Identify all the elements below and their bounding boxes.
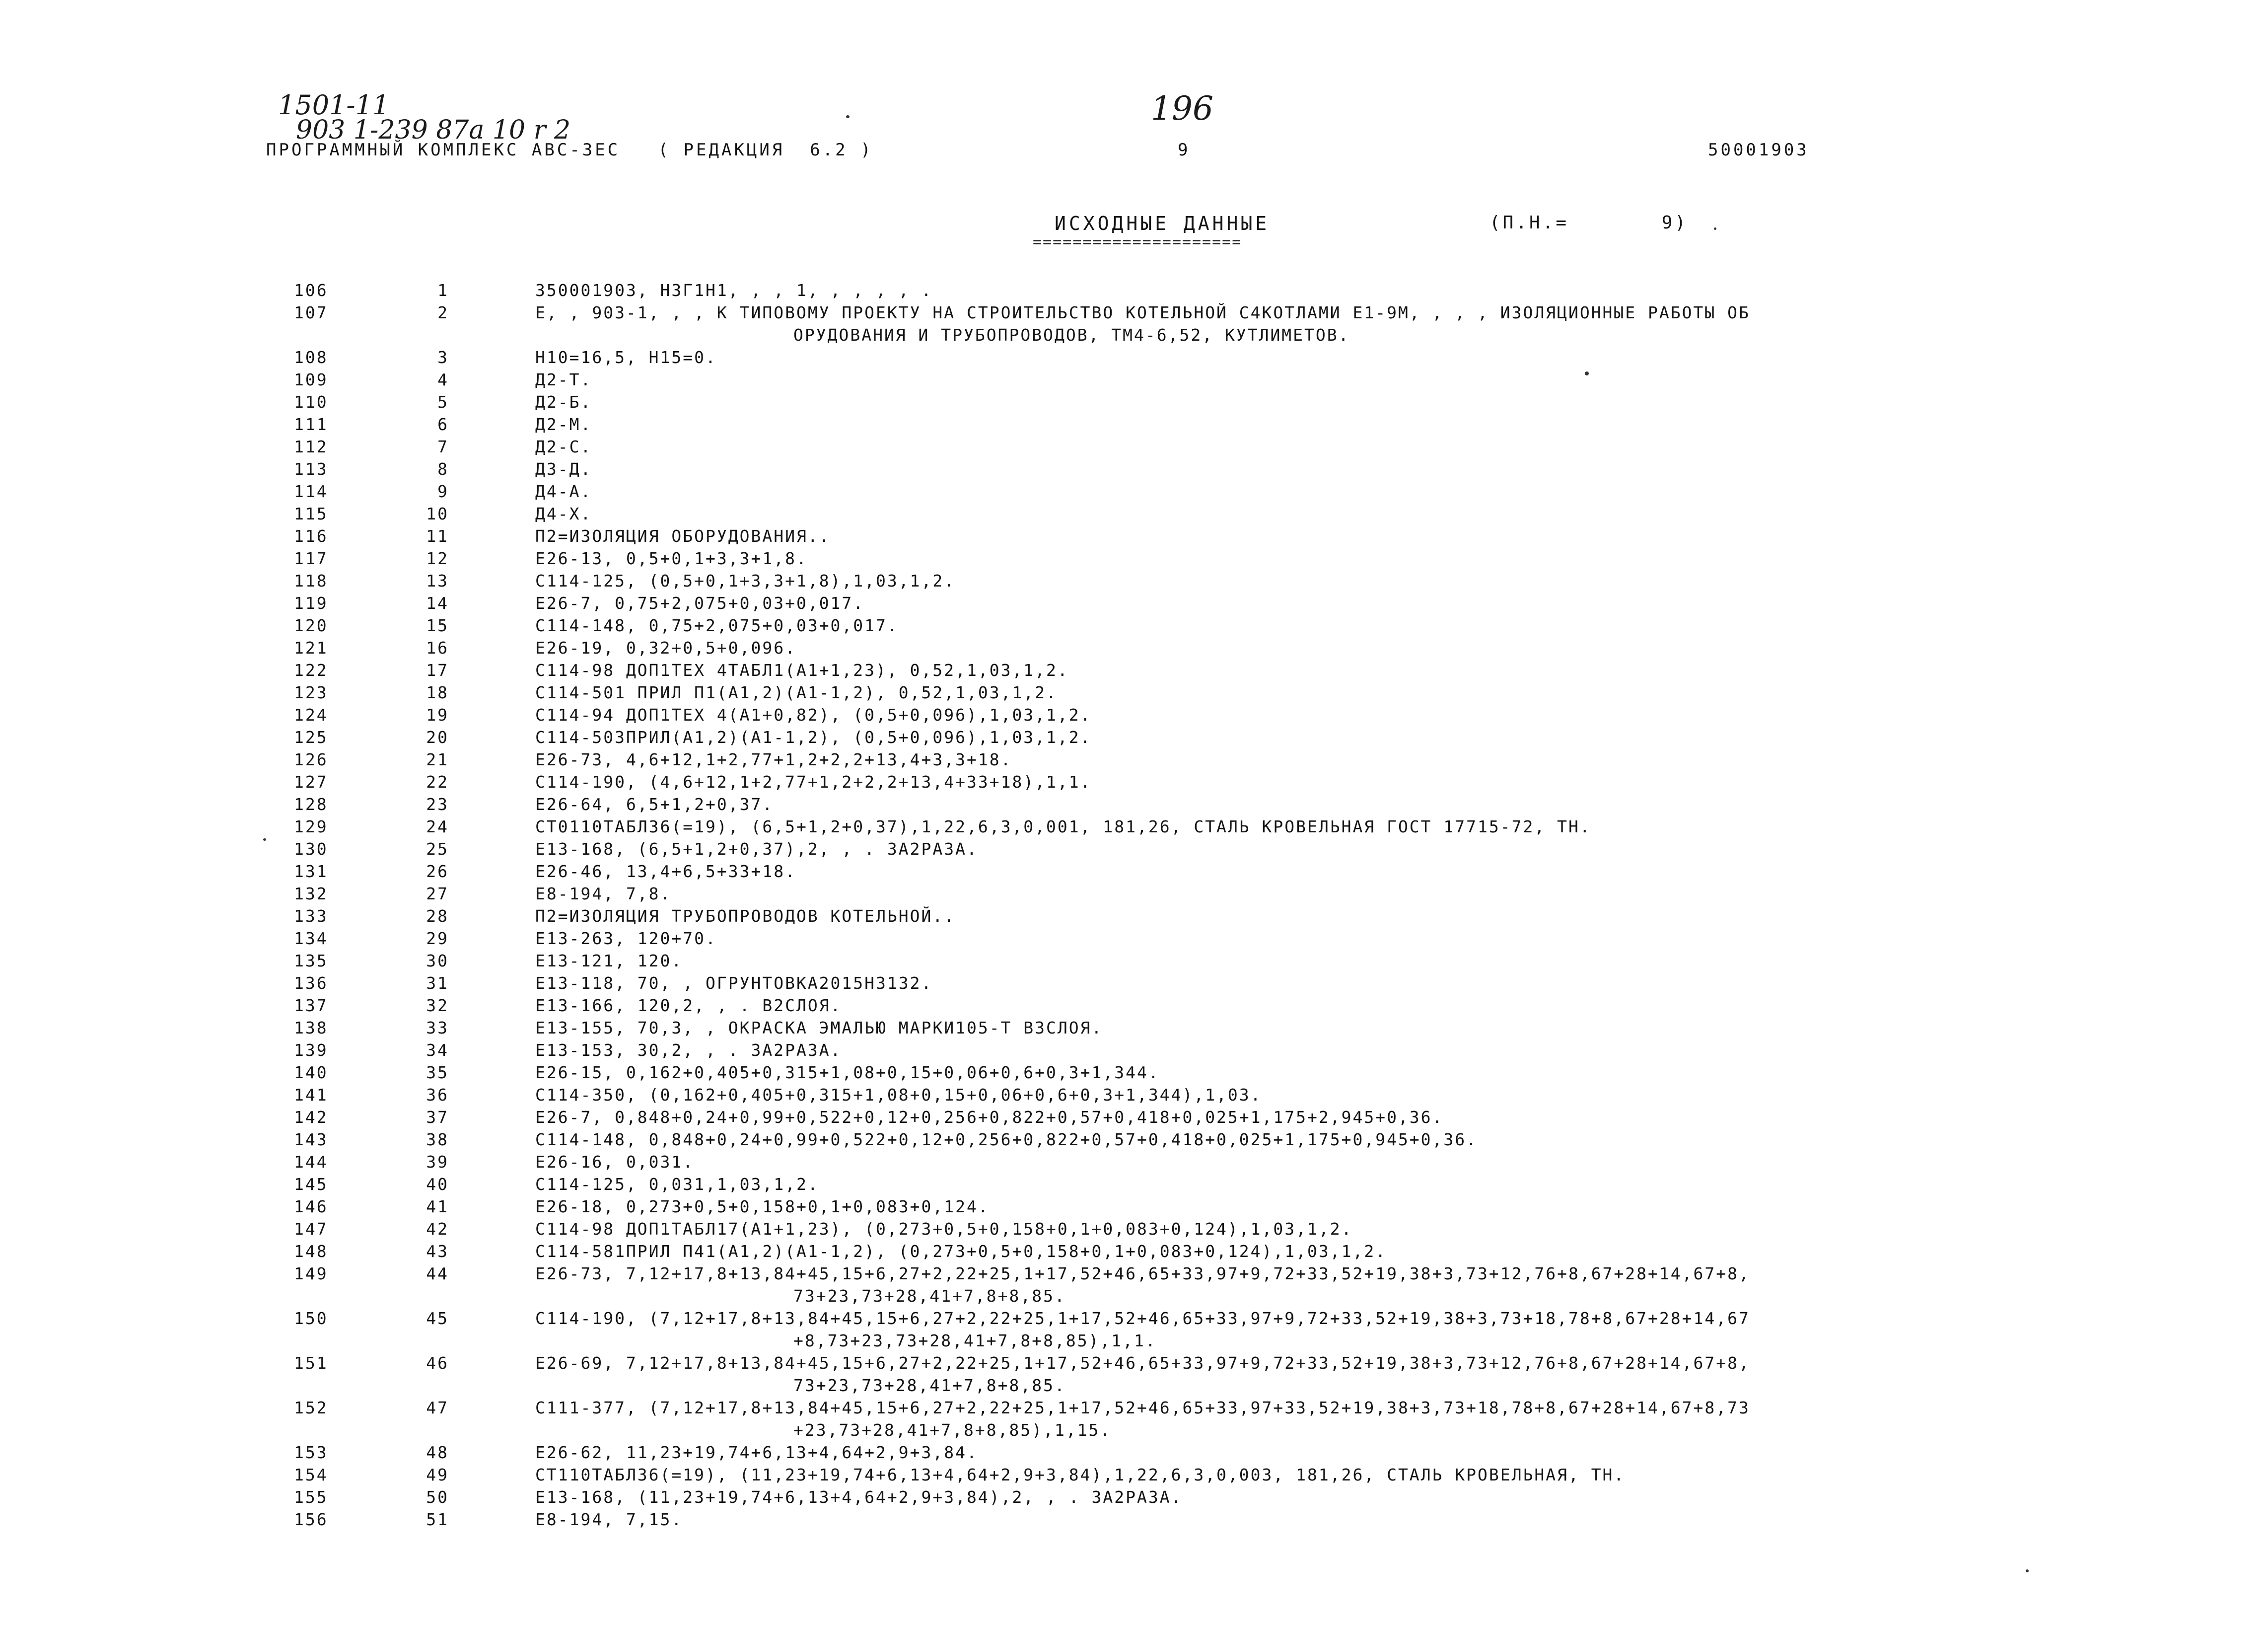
table-row	[0, 704, 2268, 726]
scan-speck	[1714, 227, 1716, 230]
record-text-line: Е26-73, 4,6+12,1+2,77+1,2+2,2+13,4+3,3+18.	[535, 750, 1012, 769]
record-text	[535, 480, 592, 503]
line-number: 144	[294, 1152, 328, 1172]
record-number: 47	[426, 1398, 449, 1417]
record-number: 27	[426, 884, 449, 903]
record-text	[535, 279, 932, 301]
table-row	[0, 793, 2268, 815]
handwritten-note: 1501-11	[278, 89, 390, 121]
table-row	[0, 503, 2268, 525]
record-text	[535, 927, 717, 950]
line-number: 134	[294, 929, 328, 948]
record-number: 32	[426, 996, 449, 1015]
line-number: 152	[294, 1398, 328, 1417]
record-text-line: С114-148, 0,75+2,075+0,03+0,017.	[535, 616, 899, 635]
line-number: 155	[294, 1487, 328, 1507]
line-number: 149	[294, 1264, 328, 1283]
record-text	[535, 860, 796, 883]
line-number: 141	[294, 1085, 328, 1105]
document-number: 50001903	[1708, 140, 1809, 160]
record-number: 41	[426, 1197, 449, 1216]
record-text	[535, 1240, 1387, 1262]
line-number: 126	[294, 750, 328, 769]
record-text-line: С114-501 ПРИЛ П1(А1,2)(А1-1,2), 0,52,1,03,1,2.	[535, 683, 1058, 702]
record-number: 19	[426, 705, 449, 725]
record-text	[535, 637, 796, 659]
record-text-line: П2=ИЗОЛЯЦИЯ ОБОРУДОВАНИЯ..	[535, 526, 831, 546]
page-number: 9	[1178, 140, 1191, 160]
table-row	[0, 1084, 2268, 1106]
record-number: 26	[426, 862, 449, 881]
record-text	[535, 570, 955, 592]
record-text-line: СТ0110ТАБЛ36(=19), (6,5+1,2+0,37),1,22,6,3,0,001, 181,26, СТАЛЬ КРОВЕЛЬНАЯ ГОСТ 17715-72, ТН.	[535, 817, 1591, 836]
table-row	[0, 681, 2268, 704]
line-number: 143	[294, 1130, 328, 1149]
record-number: 46	[426, 1353, 449, 1373]
record-text	[535, 458, 592, 480]
line-number: 115	[294, 504, 328, 523]
scan-speck	[1585, 371, 1589, 375]
table-row	[0, 726, 2268, 748]
table-row	[0, 346, 2268, 369]
line-number: 110	[294, 392, 328, 412]
line-number: 139	[294, 1040, 328, 1060]
record-text-line: Е26-62, 11,23+19,74+6,13+4,64+2,9+3,84.	[535, 1443, 978, 1462]
table-row	[0, 748, 2268, 771]
table-row	[0, 279, 2268, 301]
record-number: 9	[437, 482, 449, 501]
record-number: 13	[426, 571, 449, 591]
table-row	[0, 1106, 2268, 1128]
table-row	[0, 547, 2268, 570]
record-text-line: С114-94 ДОП1ТЕХ 4(А1+0,82), (0,5+0,096),1,03,1,2.	[535, 705, 1092, 725]
record-text-line: Д2-Т.	[535, 370, 592, 389]
record-text-line: 350001903, НЗГ1Н1, , , 1, , , , , .	[535, 281, 933, 300]
record-text-line: Е8-194, 7,8.	[535, 884, 672, 903]
record-text	[535, 815, 1591, 838]
record-text	[535, 301, 2025, 346]
record-text-line: С111-377, (7,12+17,8+13,84+45,15+6,27+2,22+25,1+17,52+46,65+33,97+33,52+19,38+3,73+18,78+8,67+28+14,67+8,73	[535, 1398, 1750, 1417]
record-number: 28	[426, 906, 449, 926]
table-row	[0, 905, 2268, 927]
line-number: 136	[294, 973, 328, 993]
record-number: 50	[426, 1487, 449, 1507]
record-number: 40	[426, 1175, 449, 1194]
record-text	[535, 748, 1012, 771]
line-number: 132	[294, 884, 328, 903]
table-row	[0, 525, 2268, 547]
record-text	[535, 1307, 2025, 1352]
record-text	[535, 592, 864, 614]
line-number: 116	[294, 526, 328, 546]
record-number: 33	[426, 1018, 449, 1037]
data-listing	[0, 279, 2268, 1531]
line-number: 108	[294, 348, 328, 367]
line-number: 124	[294, 705, 328, 725]
record-number: 49	[426, 1465, 449, 1484]
table-row	[0, 1128, 2268, 1151]
record-text	[535, 1151, 694, 1173]
handwritten-page-mark: 196	[1151, 89, 1213, 128]
table-row	[0, 950, 2268, 972]
record-text-line: С114-190, (4,6+12,1+2,77+1,2+2,2+13,4+33+18),1,1.	[535, 772, 1092, 792]
record-text-line: С114-98 ДОП1ТЕХ 4ТАБЛ1(А1+1,23), 0,52,1,03,1,2.	[535, 661, 1069, 680]
line-number: 135	[294, 951, 328, 970]
table-row	[0, 883, 2268, 905]
record-text-line: С114-148, 0,848+0,24+0,99+0,522+0,12+0,256+0,822+0,57+0,418+0,025+1,175+0,945+0,36.	[535, 1130, 1478, 1149]
line-number: 153	[294, 1443, 328, 1462]
record-number: 4	[437, 370, 449, 389]
line-number: 114	[294, 482, 328, 501]
table-row	[0, 1397, 2268, 1441]
record-text	[535, 726, 1092, 748]
table-row	[0, 1017, 2268, 1039]
record-text	[535, 614, 899, 637]
record-number: 22	[426, 772, 449, 792]
table-row	[0, 1464, 2268, 1486]
table-row	[0, 1486, 2268, 1508]
line-number: 130	[294, 839, 328, 859]
table-row	[0, 1307, 2268, 1352]
record-text-line: Е26-64, 6,5+1,2+0,37.	[535, 795, 774, 814]
record-text	[535, 1106, 1443, 1128]
record-number: 35	[426, 1063, 449, 1082]
record-text-line: Е13-155, 70,3, , ОКРАСКА ЭМАЛЬЮ МАРКИ105-Т ВЗСЛОЯ.	[535, 1018, 1103, 1037]
record-number: 14	[426, 593, 449, 613]
record-number: 3	[437, 348, 449, 367]
record-text	[535, 1195, 990, 1218]
record-text-line: СТ110ТАБЛ36(=19), (11,23+19,74+6,13+4,64+2,9+3,84),1,22,6,3,0,003, 181,26, СТАЛЬ КРОВЕЛЬНАЯ, ТН.	[535, 1465, 1626, 1484]
line-number: 111	[294, 415, 328, 434]
program-header: ПРОГРАММНЫЙ КОМПЛЕКС АВС-3ЕС ( РЕДАКЦИЯ 6.2 )	[266, 140, 873, 160]
record-text	[535, 413, 592, 436]
line-number: 154	[294, 1465, 328, 1484]
record-number: 37	[426, 1108, 449, 1127]
line-number: 123	[294, 683, 328, 702]
record-text-continuation: 73+23,73+28,41+7,8+8,85.	[793, 1376, 1066, 1395]
record-text	[535, 346, 717, 369]
line-number: 140	[294, 1063, 328, 1082]
record-text-line: Е26-16, 0,031.	[535, 1152, 695, 1172]
line-number: 120	[294, 616, 328, 635]
record-text	[535, 503, 592, 525]
section-pn: (П.Н.= 9)	[1489, 213, 1689, 233]
record-text	[535, 793, 774, 815]
line-number: 106	[294, 281, 328, 300]
line-number: 122	[294, 661, 328, 680]
record-number: 38	[426, 1130, 449, 1149]
record-text-line: Н10=16,5, Н15=0.	[535, 348, 717, 367]
record-text-line: Е13-121, 120.	[535, 951, 683, 970]
record-number: 17	[426, 661, 449, 680]
line-number: 127	[294, 772, 328, 792]
record-number: 34	[426, 1040, 449, 1060]
record-text-line: Е26-46, 13,4+6,5+33+18.	[535, 862, 796, 881]
record-text-line: Д2-С.	[535, 437, 592, 456]
line-number: 121	[294, 638, 328, 658]
table-row	[0, 301, 2268, 346]
record-number: 39	[426, 1152, 449, 1172]
section-title: ИСХОДНЫЕ ДАННЫЕ	[1055, 213, 1270, 234]
record-text-line: С114-581ПРИЛ П41(А1,2)(А1-1,2), (0,273+0,5+0,158+0,1+0,083+0,124),1,03,1,2.	[535, 1242, 1387, 1261]
record-text	[535, 436, 592, 458]
table-row	[0, 860, 2268, 883]
record-text	[535, 1397, 2025, 1441]
record-number: 48	[426, 1443, 449, 1462]
record-text-line: Е13-118, 70, , ОГРУНТОВКА2015Н3132.	[535, 973, 933, 993]
record-text-line: Д3-Д.	[535, 459, 592, 479]
record-number: 1	[437, 281, 449, 300]
record-text	[535, 883, 671, 905]
table-row	[0, 1173, 2268, 1195]
record-text-line: П2=ИЗОЛЯЦИЯ ТРУБОПРОВОДОВ КОТЕЛЬНОЙ..	[535, 906, 956, 926]
record-text	[535, 525, 831, 547]
line-number: 146	[294, 1197, 328, 1216]
record-text	[535, 547, 808, 570]
record-text-line: Е26-18, 0,273+0,5+0,158+0,1+0,083+0,124.	[535, 1197, 990, 1216]
record-text-line: Е13-168, (11,23+19,74+6,13+4,64+2,9+3,84),2, , . ЗА2РАЗА.	[535, 1487, 1183, 1507]
table-row	[0, 369, 2268, 391]
line-number: 118	[294, 571, 328, 591]
handwritten-reference: 903 1-239 87a 10 r 2	[296, 115, 571, 145]
record-text	[535, 1464, 1625, 1486]
record-number: 25	[426, 839, 449, 859]
record-text	[535, 994, 842, 1017]
record-text	[535, 1084, 1262, 1106]
record-text-line: С114-190, (7,12+17,8+13,84+45,15+6,27+2,22+25,1+17,52+46,65+33,97+9,72+33,52+19,38+3,73+18,78+8,67+28+14,67	[535, 1309, 1750, 1328]
record-text-line: Е26-7, 0,75+2,075+0,03+0,017.	[535, 593, 865, 613]
line-number: 107	[294, 303, 328, 322]
table-row	[0, 972, 2268, 994]
table-row	[0, 480, 2268, 503]
record-text-line: Е26-7, 0,848+0,24+0,99+0,522+0,12+0,256+0,822+0,57+0,418+0,025+1,175+2,945+0,36.	[535, 1108, 1444, 1127]
table-row	[0, 391, 2268, 413]
scan-speck	[2026, 1569, 2029, 1572]
table-row	[0, 570, 2268, 592]
table-row	[0, 1240, 2268, 1262]
record-text-continuation: +8,73+23,73+28,41+7,8+8,85),1,1.	[793, 1331, 1157, 1350]
record-number: 29	[426, 929, 449, 948]
record-number: 24	[426, 817, 449, 836]
record-text-line: Д4-А.	[535, 482, 592, 501]
record-text	[535, 950, 683, 972]
record-number: 10	[426, 504, 449, 523]
record-text-line: С114-125, 0,031,1,03,1,2.	[535, 1175, 819, 1194]
line-number: 119	[294, 593, 328, 613]
table-row	[0, 1352, 2268, 1397]
record-number: 18	[426, 683, 449, 702]
record-text-line: Е13-263, 120+70.	[535, 929, 717, 948]
record-number: 16	[426, 638, 449, 658]
record-number: 23	[426, 795, 449, 814]
line-number: 129	[294, 817, 328, 836]
record-text	[535, 1218, 1352, 1240]
record-text-line: Е13-166, 120,2, , . В2СЛОЯ.	[535, 996, 842, 1015]
table-row	[0, 1039, 2268, 1061]
record-text-continuation: ОРУДОВАНИЯ И ТРУБОПРОВОДОВ, ТМ4-6,52, КУТЛИМЕТОВ.	[793, 325, 1350, 345]
table-row	[0, 659, 2268, 681]
record-text-line: Д2-Б.	[535, 392, 592, 412]
record-number: 21	[426, 750, 449, 769]
record-number: 15	[426, 616, 449, 635]
line-number: 147	[294, 1219, 328, 1239]
record-text	[535, 838, 978, 860]
line-number: 112	[294, 437, 328, 456]
record-text	[535, 1061, 1160, 1084]
table-row	[0, 436, 2268, 458]
line-number: 133	[294, 906, 328, 926]
record-text	[535, 369, 592, 391]
record-text	[535, 972, 932, 994]
table-row	[0, 1441, 2268, 1464]
record-text-line: С114-98 ДОП1ТАБЛ17(А1+1,23), (0,273+0,5+0,158+0,1+0,083+0,124),1,03,1,2.	[535, 1219, 1353, 1239]
table-row	[0, 592, 2268, 614]
record-text-continuation: 73+23,73+28,41+7,8+8,85.	[793, 1286, 1066, 1306]
record-number: 43	[426, 1242, 449, 1261]
line-number: 156	[294, 1510, 328, 1529]
record-number: 6	[437, 415, 449, 434]
table-row	[0, 1262, 2268, 1307]
record-text	[535, 1017, 1103, 1039]
record-text-line: С114-125, (0,5+0,1+3,3+1,8),1,03,1,2.	[535, 571, 956, 591]
line-number: 117	[294, 549, 328, 568]
line-number: 151	[294, 1353, 328, 1373]
record-text	[535, 1352, 2025, 1397]
table-row	[0, 413, 2268, 436]
record-text	[535, 905, 955, 927]
line-number: 128	[294, 795, 328, 814]
table-row	[0, 815, 2268, 838]
record-text-line: С114-350, (0,162+0,405+0,315+1,08+0,15+0,06+0,6+0,3+1,344),1,03.	[535, 1085, 1262, 1105]
record-text-line: Е26-13, 0,5+0,1+3,3+1,8.	[535, 549, 808, 568]
table-row	[0, 614, 2268, 637]
table-row	[0, 838, 2268, 860]
record-number: 8	[437, 459, 449, 479]
record-number: 7	[437, 437, 449, 456]
record-text	[535, 659, 1069, 681]
record-number: 36	[426, 1085, 449, 1105]
record-text-line: Е8-194, 7,15.	[535, 1510, 683, 1529]
record-number: 2	[437, 303, 449, 322]
record-text-line: Е13-168, (6,5+1,2+0,37),2, , . ЗА2РАЗА.	[535, 839, 978, 859]
scan-speck	[263, 838, 266, 841]
line-number: 131	[294, 862, 328, 881]
record-text	[535, 1039, 842, 1061]
record-text	[535, 1173, 819, 1195]
table-row	[0, 771, 2268, 793]
record-number: 51	[426, 1510, 449, 1529]
table-row	[0, 1151, 2268, 1173]
record-text	[535, 1486, 1182, 1508]
record-text-line: Е26-19, 0,32+0,5+0,096.	[535, 638, 796, 658]
record-text-line: Е26-69, 7,12+17,8+13,84+45,15+6,27+2,22+25,1+17,52+46,65+33,97+9,72+33,52+19,38+3,73+12,76+8,67+28+14,67+8,	[535, 1353, 1750, 1373]
record-text-line: Е26-15, 0,162+0,405+0,315+1,08+0,15+0,06+0,6+0,3+1,344.	[535, 1063, 1160, 1082]
title-underline: =====================	[1033, 233, 1242, 251]
record-text-line: Е, , 903-1, , , К ТИПОВОМУ ПРОЕКТУ НА СТРОИТЕЛЬСТВО КОТЕЛЬНОЙ С4КОТЛАМИ Е1-9М, , , , ИЗОЛЯЦИОННЫЕ РАБОТЫ ОБ	[535, 303, 1750, 322]
record-text	[535, 704, 1092, 726]
scan-speck	[846, 115, 850, 118]
line-number: 145	[294, 1175, 328, 1194]
line-number: 109	[294, 370, 328, 389]
record-text	[535, 1128, 1478, 1151]
table-row	[0, 1508, 2268, 1531]
table-row	[0, 927, 2268, 950]
line-number: 148	[294, 1242, 328, 1261]
record-text	[535, 1441, 978, 1464]
record-number: 30	[426, 951, 449, 970]
record-number: 42	[426, 1219, 449, 1239]
record-text	[535, 681, 1058, 704]
record-text-continuation: +23,73+28,41+7,8+8,85),1,15.	[793, 1420, 1112, 1440]
table-row	[0, 994, 2268, 1017]
table-row	[0, 458, 2268, 480]
record-number: 31	[426, 973, 449, 993]
table-row	[0, 1195, 2268, 1218]
line-number: 150	[294, 1309, 328, 1328]
record-text	[535, 771, 1092, 793]
record-text-line: Е13-153, 30,2, , . ЗА2РАЗА.	[535, 1040, 842, 1060]
line-number: 138	[294, 1018, 328, 1037]
record-number: 11	[426, 526, 449, 546]
record-text-line: Д2-М.	[535, 415, 592, 434]
line-number: 125	[294, 728, 328, 747]
line-number: 137	[294, 996, 328, 1015]
record-number: 12	[426, 549, 449, 568]
record-text	[535, 1262, 2025, 1307]
line-number: 113	[294, 459, 328, 479]
record-number: 45	[426, 1309, 449, 1328]
line-number: 142	[294, 1108, 328, 1127]
record-number: 20	[426, 728, 449, 747]
record-number: 5	[437, 392, 449, 412]
record-number: 44	[426, 1264, 449, 1283]
record-text-line: Е26-73, 7,12+17,8+13,84+45,15+6,27+2,22+25,1+17,52+46,65+33,97+9,72+33,52+19,38+3,73+12,76+8,67+28+14,67+8,	[535, 1264, 1750, 1283]
record-text-line: С114-503ПРИЛ(А1,2)(А1-1,2), (0,5+0,096),1,03,1,2.	[535, 728, 1092, 747]
record-text	[535, 391, 592, 413]
table-row	[0, 1218, 2268, 1240]
record-text	[535, 1508, 683, 1531]
table-row	[0, 637, 2268, 659]
table-row	[0, 1061, 2268, 1084]
record-text-line: Д4-Х.	[535, 504, 592, 523]
